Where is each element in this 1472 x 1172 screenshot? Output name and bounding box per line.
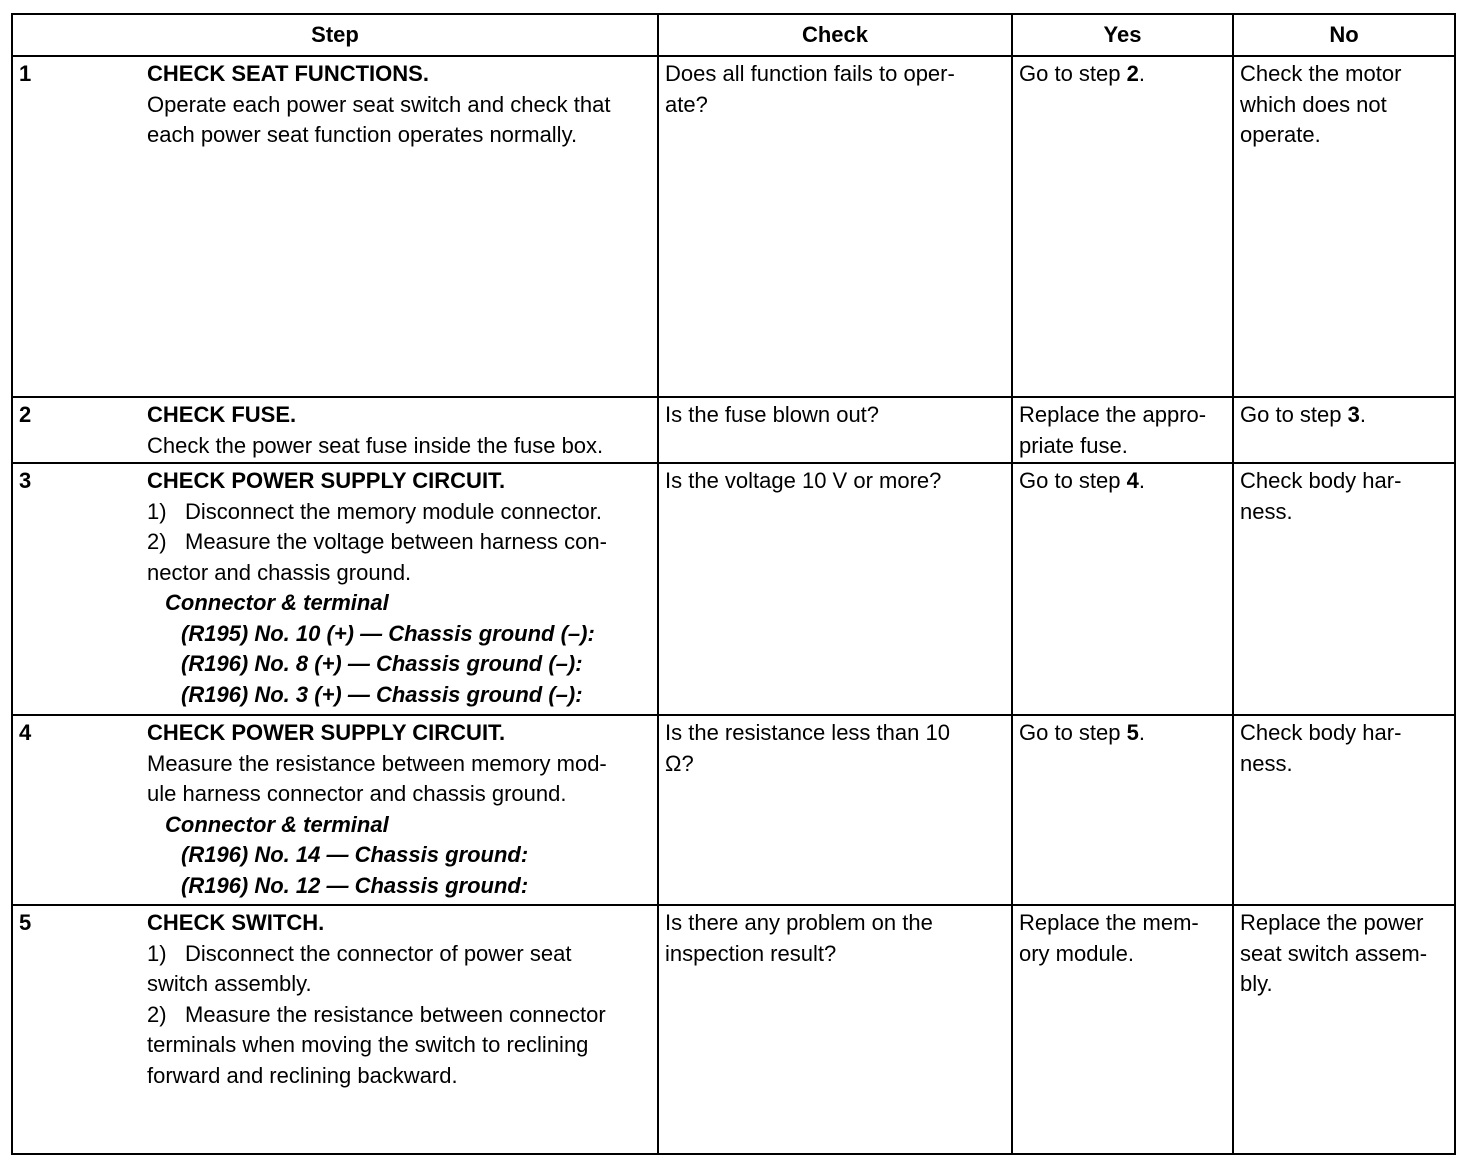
step-text: each power seat function operates normally.: [147, 122, 578, 147]
no-text: Replace the power: [1240, 910, 1424, 935]
check-cell: [658, 905, 1012, 1154]
check-cell: [658, 463, 1012, 715]
substep-text: Measure the voltage between harness con-: [185, 529, 607, 554]
check-text: Does all function fails to oper-: [665, 61, 955, 86]
step-reference: 3: [1347, 402, 1360, 427]
step-title: CHECK SEAT FUNCTIONS.: [147, 61, 429, 86]
no-cell: Go to step 3.: [1233, 397, 1455, 463]
connector-heading: Connector & terminal: [165, 590, 389, 615]
check-text: Is the fuse blown out?: [665, 402, 880, 427]
check-text: Ω?: [665, 750, 694, 776]
step-description: [135, 463, 658, 715]
no-text: Check body har-: [1240, 468, 1402, 493]
substep: [147, 939, 651, 970]
header-check: Check: [658, 14, 1012, 56]
connector-item: (R196) No. 12 — Chassis ground:: [181, 872, 529, 898]
connector-item: (R196) No. 3 (+) — Chassis ground (–):: [181, 681, 583, 707]
no-text: seat switch assem-: [1240, 940, 1428, 966]
step-description: [135, 905, 658, 1154]
substep-number: 1): [147, 940, 167, 966]
yes-text: priate fuse.: [1019, 432, 1128, 458]
check-text: Is there any problem on the: [665, 910, 933, 935]
no-text: operate.: [1240, 122, 1321, 147]
substep-text: Disconnect the connector of power seat: [185, 940, 572, 966]
substep-text: nector and chassis ground.: [147, 559, 412, 585]
yes-text: Go to step: [1019, 61, 1127, 86]
check-cell: [658, 56, 1012, 397]
step-title: CHECK FUSE.: [147, 402, 297, 427]
yes-text: ory module.: [1019, 940, 1134, 966]
table-row: [12, 397, 1455, 463]
no-cell: [1233, 463, 1455, 715]
substep-text: switch assembly.: [147, 971, 312, 996]
no-text: Check the motor: [1240, 61, 1402, 86]
connector-item: (R196) No. 14 — Chassis ground:: [181, 842, 529, 867]
check-text: Is the voltage 10 V or more?: [665, 468, 942, 493]
check-cell: [658, 397, 1012, 463]
no-text: ness.: [1240, 750, 1293, 776]
step-title: CHECK POWER SUPPLY CIRCUIT.: [147, 720, 506, 745]
check-text: inspection result?: [665, 940, 837, 966]
table-row: [12, 463, 1455, 715]
header-no: No: [1233, 14, 1455, 56]
check-text: ate?: [665, 91, 708, 117]
check-text: Is the resistance less than 10: [665, 720, 950, 745]
yes-text: Replace the mem-: [1019, 910, 1199, 935]
no-cell: [1233, 715, 1455, 905]
step-title: CHECK SWITCH.: [147, 910, 325, 935]
yes-text: Go to step: [1019, 468, 1127, 493]
header-step: Step: [12, 14, 658, 56]
step-reference: 4: [1126, 468, 1139, 493]
step-number: 5: [12, 905, 135, 1154]
yes-cell: Go to step 2.: [1012, 56, 1233, 397]
substep-text: Measure the resistance between connector: [185, 1001, 606, 1027]
yes-cell: Go to step 5.: [1012, 715, 1233, 905]
substep-number: 2): [147, 529, 167, 554]
no-cell: [1233, 905, 1455, 1154]
step-text: Measure the resistance between memory mod-: [147, 750, 607, 776]
step-description: [135, 397, 658, 463]
step-number: 2: [12, 397, 135, 463]
yes-cell: [1012, 905, 1233, 1154]
table-row: [12, 715, 1455, 905]
substep-text: Disconnect the memory module connector.: [185, 498, 602, 524]
yes-cell: [1012, 397, 1233, 463]
step-number: 3: [12, 463, 135, 715]
substep: [147, 1000, 651, 1031]
header-yes: Yes: [1012, 14, 1233, 56]
table-row: [12, 905, 1455, 1154]
substep-text: terminals when moving the switch to reclining: [147, 1032, 589, 1057]
no-cell: [1233, 56, 1455, 397]
header-row: [12, 14, 1455, 56]
check-cell: [658, 715, 1012, 905]
table-row: [12, 56, 1455, 397]
step-text: Operate each power seat switch and check that: [147, 91, 611, 117]
step-reference: 2: [1126, 61, 1139, 86]
no-text: ness.: [1240, 498, 1293, 524]
step-title: CHECK POWER SUPPLY CIRCUIT.: [147, 468, 506, 493]
diagnostic-table: [11, 13, 1456, 1155]
substep: [147, 527, 651, 558]
connector-item: (R195) No. 10 (+) — Chassis ground (–):: [181, 620, 595, 646]
step-number: 1: [12, 56, 135, 397]
yes-text: Replace the appro-: [1019, 402, 1207, 427]
no-text: Check body har-: [1240, 720, 1402, 745]
no-text: which does not: [1240, 91, 1387, 117]
step-reference: 5: [1126, 720, 1139, 745]
yes-text: Go to step: [1019, 720, 1127, 745]
no-text: Go to step: [1240, 402, 1348, 427]
step-text: ule harness connector and chassis ground.: [147, 781, 567, 806]
no-text: bly.: [1240, 971, 1273, 996]
substep-number: 2): [147, 1001, 167, 1027]
step-text: Check the power seat fuse inside the fuse box.: [147, 432, 604, 458]
connector-item: (R196) No. 8 (+) — Chassis ground (–):: [181, 651, 583, 676]
substep-text: forward and reclining backward.: [147, 1062, 458, 1088]
step-description: [135, 56, 658, 397]
step-description: [135, 715, 658, 905]
substep-number: 1): [147, 498, 167, 524]
connector-heading: Connector & terminal: [165, 811, 389, 837]
yes-cell: Go to step 4.: [1012, 463, 1233, 715]
substep: [147, 497, 651, 528]
step-number: 4: [12, 715, 135, 905]
